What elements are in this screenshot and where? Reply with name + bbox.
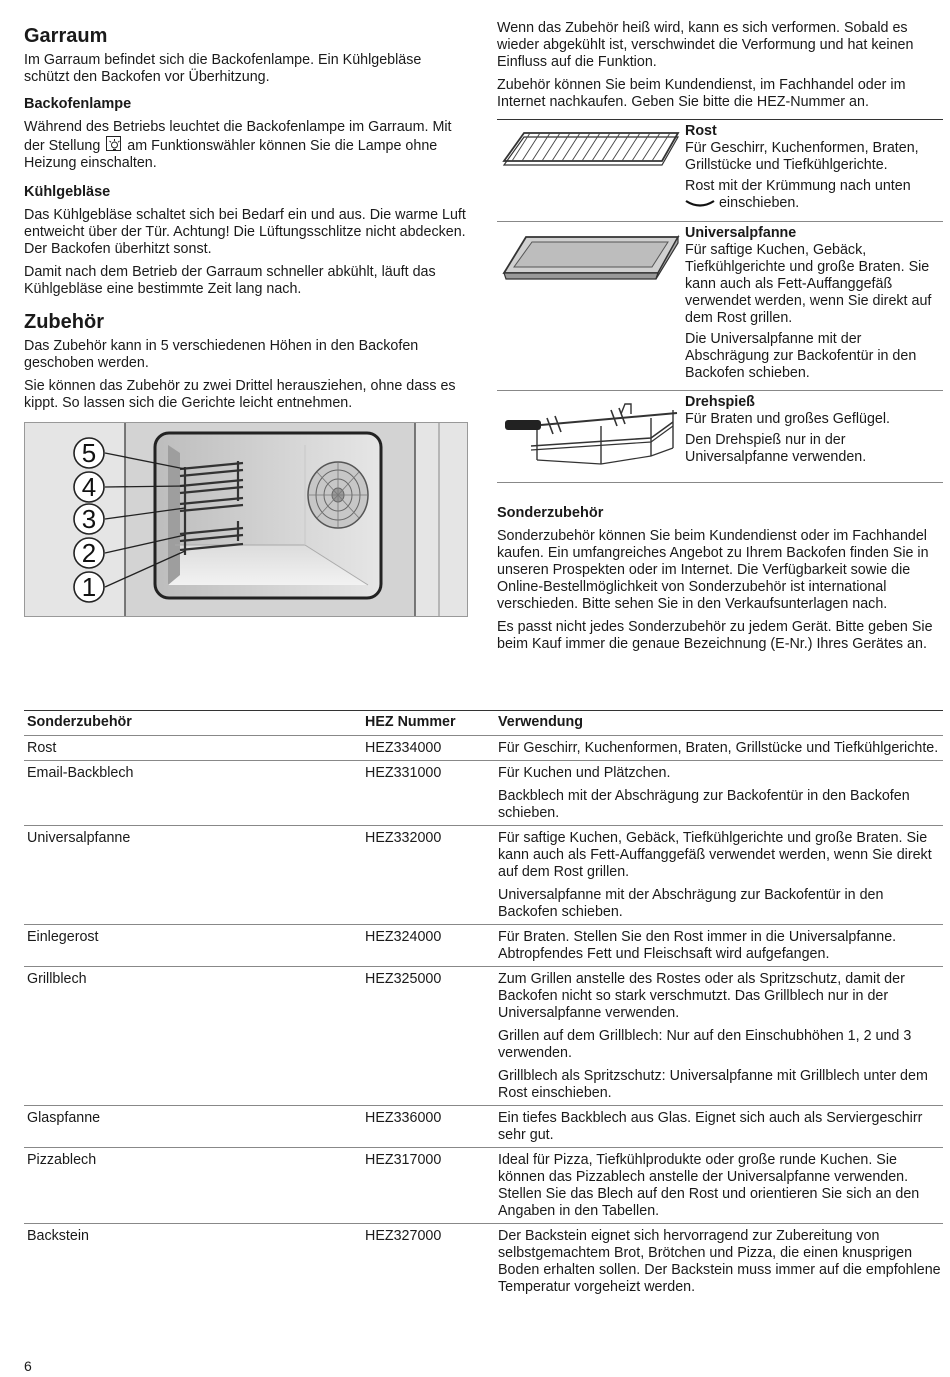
usage-cell <box>495 1110 943 1144</box>
rost-title: Rost <box>685 123 717 139</box>
right-column <box>497 20 943 659</box>
usage-text: Grillen auf dem Grillblech: Nur auf den Einschubhöhen 1, 2 und 3 verwenden. <box>498 1028 912 1061</box>
level-number: 2 <box>81 538 97 568</box>
table-row <box>24 1224 943 1299</box>
rost-insert-hint-b: einschieben. <box>718 195 800 211</box>
kuehlgeblaese-text-2: Damit nach dem Betrieb der Garraum schneller abkühlt, läuft das Kühlgebläse eine bestimmte Zeit lang nach. <box>24 264 436 297</box>
usage-text: Für Braten. Stellen Sie den Rost immer in die Universalpfanne. Abtropfendes Fett und Fleischsaft wird aufgefangen. <box>498 929 897 962</box>
usage-text: Zum Grillen anstelle des Rostes oder als Spritzschutz, damit der Backofen nicht so stark verschmutzt. Das Grillblech nur in der Universalpfanne verwenden. <box>498 971 905 1021</box>
fan-icon <box>308 462 368 528</box>
accessory-table <box>497 119 943 483</box>
accessory-universalpfanne <box>497 222 943 391</box>
universalpfanne-title: Universalpfanne <box>685 225 797 241</box>
level-marker <box>74 538 104 568</box>
level-marker <box>74 472 104 502</box>
backofenlampe-heading: Backofenlampe <box>24 96 132 112</box>
table-row <box>24 826 943 925</box>
backofenlampe-text <box>24 119 468 172</box>
sonderzubehoer-heading: Sonderzubehör <box>497 505 604 521</box>
accessory-drehspiess <box>497 391 943 483</box>
accessory-name: Rost <box>27 740 57 756</box>
hez-number: HEZ324000 <box>365 929 442 945</box>
usage-text: Ideal für Pizza, Tiefkühlprodukte oder große runde Kuchen. Sie können das Pizzablech anstelle der Universalpfanne verwenden. Stellen Sie das Blech auf den Rost und orientieren Sie sich an den Angaben in den Tabellen. <box>498 1152 920 1219</box>
accessory-name: Universalpfanne <box>27 830 131 846</box>
sonderzubehoer-text-1: Sonderzubehör können Sie beim Kundendienst oder im Fachhandel kaufen. Ein umfangreiches Angebot zu Ihrem Backofen finden Sie in unseren Prospekten oder im Internet. Die Verfügbarkeit sowie die Online-Bestellmöglichkeit von Sonderzubehör ist international verschieden. Bitte sehen Sie in den Verkaufsunterlagen nach. <box>497 528 929 612</box>
level-number: 1 <box>81 572 97 602</box>
usage-cell <box>495 1152 943 1220</box>
universal-pan-icon <box>497 225 685 386</box>
oven-lamp-icon <box>106 136 121 151</box>
usage-cell <box>495 971 943 1102</box>
rost-use: Für Geschirr, Kuchenformen, Braten, Grillstücke und Tiefkühlgerichte. <box>685 140 919 173</box>
universalpfanne-hint: Die Universalpfanne mit der Abschrägung zur Backofentür in den Backofen schieben. <box>685 331 917 381</box>
usage-text: Backblech mit der Abschrägung zur Backofentür in den Backofen schieben. <box>498 788 910 821</box>
backofenlampe-text-b: am Funktionswähler können Sie die Lampe ohne Heizung einschalten. <box>24 138 438 171</box>
usage-cell <box>495 830 943 921</box>
table-row <box>24 761 943 826</box>
hez-number: HEZ336000 <box>365 1110 442 1126</box>
backofenlampe-text-a: Während des Betriebs leuchtet die Backofenlampe im Garraum. Mit der Stellung <box>24 119 452 154</box>
usage-cell <box>495 765 943 822</box>
level-number: 5 <box>81 438 97 468</box>
accessory-name: Einlegerost <box>27 929 99 945</box>
rost-insert-hint-a: Rost mit der Krümmung nach unten <box>685 178 911 194</box>
zubehoer-deform-text: Wenn das Zubehör heiß wird, kann es sich verformen. Sobald es wieder abgekühlt ist, verschwindet die Verformung und hat keinen Einfluss auf die Funktion. <box>497 20 914 70</box>
level-number: 4 <box>81 472 97 502</box>
hez-number: HEZ317000 <box>365 1152 442 1168</box>
usage-text: Für saftige Kuchen, Gebäck, Tiefkühlgerichte und große Braten. Sie kann auch als Fett-Auffanggefäß verwendet werden, wenn Sie direkt auf dem Rost grillen. <box>498 830 932 880</box>
table-row <box>24 967 943 1106</box>
rost-text <box>685 123 943 217</box>
hez-number: HEZ334000 <box>365 740 442 756</box>
rack-icon <box>497 123 685 217</box>
universalpfanne-text <box>685 225 943 386</box>
drehspiess-title: Drehspieß <box>685 394 755 410</box>
special-accessories-table <box>24 710 943 1299</box>
usage-cell <box>495 929 943 963</box>
oven-levels-figure <box>24 422 468 617</box>
accessory-name: Email-Backblech <box>27 765 134 781</box>
left-column <box>24 24 468 617</box>
zubehoer-heading: Zubehör <box>24 311 104 333</box>
accessory-name: Glaspfanne <box>27 1110 101 1126</box>
zubehoer-order-text: Zubehör können Sie beim Kundendienst, im Fachhandel oder im Internet nachkaufen. Geben Sie bitte die HEZ-Nummer an. <box>497 77 906 110</box>
drehspiess-text <box>685 394 943 478</box>
usage-cell <box>495 1228 943 1296</box>
usage-text: Für Kuchen und Plätzchen. <box>498 765 671 781</box>
level-marker <box>74 504 104 534</box>
zubehoer-text-2: Sie können das Zubehör zu zwei Drittel herausziehen, ohne dass es kippt. So lassen sich die Gerichte leicht entnehmen. <box>24 378 456 411</box>
table-header <box>24 711 943 736</box>
usage-text: Für Geschirr, Kuchenformen, Braten, Grillstücke und Tiefkühlgerichte. <box>498 740 939 756</box>
rotisserie-icon <box>497 394 685 478</box>
accessory-name: Pizzablech <box>27 1152 97 1168</box>
zubehoer-text-1: Das Zubehör kann in 5 verschiedenen Höhen in den Backofen geschoben werden. <box>24 338 419 371</box>
hez-number: HEZ331000 <box>365 765 442 781</box>
level-marker <box>74 438 104 468</box>
sonderzubehoer-text-2: Es passt nicht jedes Sonderzubehör zu jedem Gerät. Bitte geben Sie beim Kauf immer die genaue Bezeichnung (E-Nr.) Ihres Gerätes an. <box>497 619 933 652</box>
header-hez-nummer: HEZ Nummer <box>365 714 456 730</box>
rost-insert-hint <box>685 178 943 212</box>
header-verwendung: Verwendung <box>498 714 583 730</box>
table-row <box>24 925 943 967</box>
level-marker <box>74 572 104 602</box>
header-sonderzubehoer: Sonderzubehör <box>27 714 132 730</box>
table-row <box>24 736 943 761</box>
hez-number: HEZ327000 <box>365 1228 442 1244</box>
usage-text: Ein tiefes Backblech aus Glas. Eignet sich auch als Serviergeschirr sehr gut. <box>498 1110 923 1143</box>
drehspiess-use: Für Braten und großes Geflügel. <box>685 411 891 427</box>
usage-text: Grillblech als Spritzschutz: Universalpfanne mit Grillblech unter dem Rost einschieben. <box>498 1068 928 1101</box>
kuehlgeblaese-heading: Kühlgebläse <box>24 184 111 200</box>
garraum-intro: Im Garraum befindet sich die Backofenlampe. Ein Kühlgebläse schützt den Backofen vor Überhitzung. <box>24 52 422 85</box>
usage-text: Universalpfanne mit der Abschrägung zur Backofentür in den Backofen schieben. <box>498 887 884 920</box>
accessory-name: Grillblech <box>27 971 87 987</box>
drehspiess-hint: Den Drehspieß nur in der Universalpfanne verwenden. <box>685 432 867 465</box>
page-number: 6 <box>24 1358 32 1374</box>
table-row <box>24 1148 943 1224</box>
level-number: 3 <box>81 504 97 534</box>
accessory-rost <box>497 120 943 222</box>
table-body <box>24 736 943 1299</box>
table-row <box>24 1106 943 1148</box>
curve-down-icon <box>685 198 715 208</box>
kuehlgeblaese-text-1: Das Kühlgebläse schaltet sich bei Bedarf ein und aus. Die warme Luft entweicht über der Tür. Achtung! Die Lüftungsschlitze nicht abdecken. Der Backofen überhitzt sonst. <box>24 207 466 257</box>
accessory-name: Backstein <box>27 1228 89 1244</box>
hez-number: HEZ325000 <box>365 971 442 987</box>
usage-cell <box>495 740 943 757</box>
universalpfanne-use: Für saftige Kuchen, Gebäck, Tiefkühlgerichte und große Braten. Sie kann auch als Fett-Auffanggefäß verwendet werden, wenn Sie direkt auf dem Rost grillen. <box>685 242 932 326</box>
usage-text: Der Backstein eignet sich hervorragend zur Zubereitung von selbstgemachtem Brot, Brötchen und Pizza, die einen knusprigen Boden erhalten sollen. Der Backstein muss immer auf die empfohlene Temperatur vorgeheizt werden. <box>498 1228 941 1295</box>
garraum-heading: Garraum <box>24 25 108 47</box>
hez-number: HEZ332000 <box>365 830 442 846</box>
